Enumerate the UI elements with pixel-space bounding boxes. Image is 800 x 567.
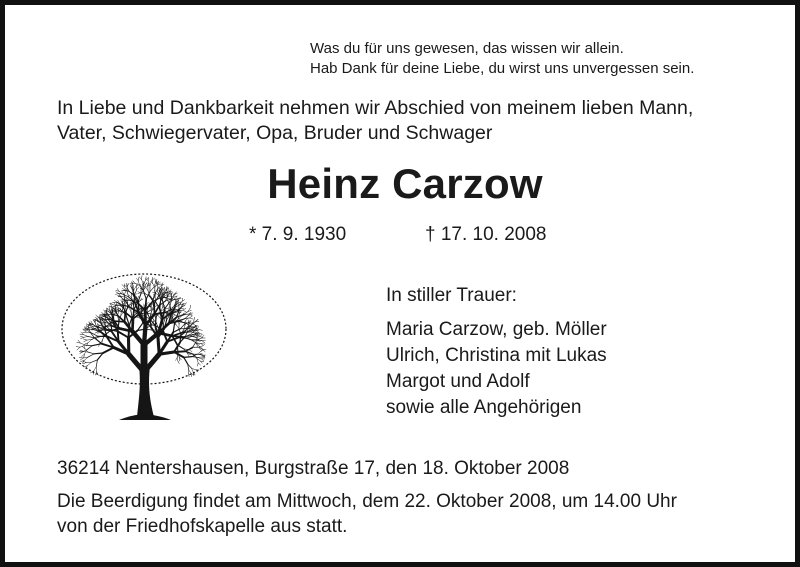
mourner-line: Margot und Adolf	[386, 371, 530, 392]
mourning-heading: In stiller Trauer:	[386, 285, 517, 306]
tree-icon	[57, 267, 232, 425]
death-date: † 17. 10. 2008	[425, 224, 547, 245]
funeral-line-1: Die Beerdigung findet am Mittwoch, dem 22. Oktober 2008, um 14.00 Uhr	[57, 491, 677, 512]
poem-line-2: Hab Dank für deine Liebe, du wirst uns unvergessen sein.	[310, 60, 695, 77]
deceased-name: Heinz Carzow	[267, 160, 543, 207]
mourner-line: Ulrich, Christina mit Lukas	[386, 345, 607, 366]
mourner-line: sowie alle Angehörigen	[386, 397, 582, 418]
intro-line-2: Vater, Schwiegervater, Opa, Bruder und Schwager	[57, 122, 493, 144]
poem-line-1: Was du für uns gewesen, das wissen wir allein.	[310, 40, 624, 57]
birth-date: * 7. 9. 1930	[249, 224, 347, 245]
funeral-line-2: von der Friedhofskapelle aus statt.	[57, 516, 348, 537]
intro-line-1: In Liebe und Dankbarkeit nehmen wir Abschied von meinem lieben Mann,	[57, 97, 694, 119]
address-line: 36214 Nentershausen, Burgstraße 17, den 18. Oktober 2008	[57, 458, 570, 479]
mourner-line: Maria Carzow, geb. Möller	[386, 319, 607, 340]
